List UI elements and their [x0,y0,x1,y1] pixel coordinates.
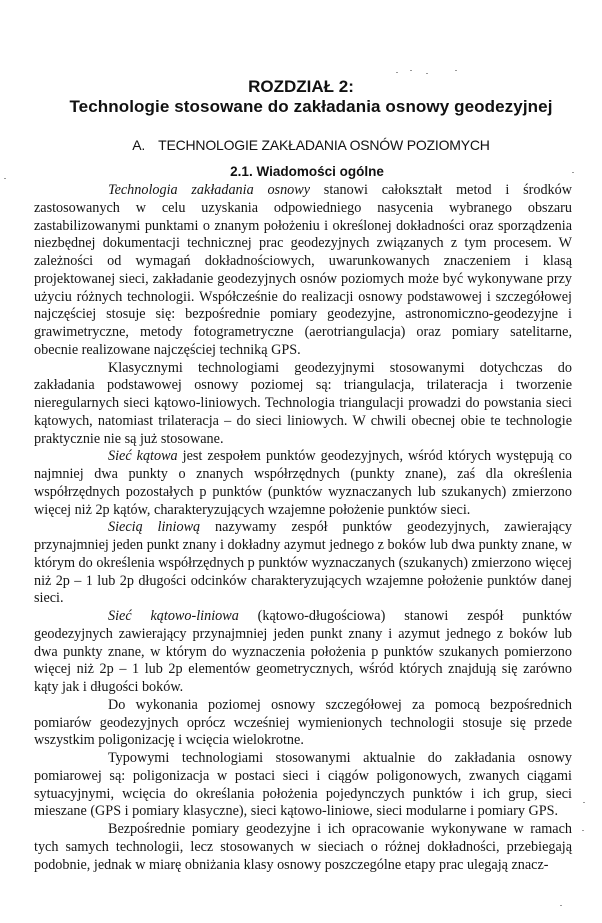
paragraph: Sieć kątowo-liniowa (kątowo-długościowa) stanowi zespół punktów geodezyjnych zawierający przynajmniej jeden punkt znany i azymut jednego z boków lub dwa punkty znane, w którym do wyznaczenia położenia p punktów szukanych pomierzono więcej niż 2p – 1 lub 2p elementów geometrycznych, wśród których znajdują się zarówno kąty jak i długości boków. [34,608,572,695]
scan-speck [572,172,574,173]
section-heading: 2.1. Wiadomości ogólne [230,164,384,179]
paragraph: Technologia zakładania osnowy stanowi całokształt metod i środków zastosowanych w celu uzyskania odpowiedniego nasycenia wybranego obszaru zastabilizowanymi punktami o znanym położeniu i określonej dokładności oraz sporządzenia niezbędnej dokumentacji technicznej prac geodezyjnych związanych z tym procesem. W zależności od wymagań dokładnościowych, uwarunkowanych znaczeniem i klasą projektowanej sieci, zakładanie geodezyjnych osnów poziomych może być wykonywane przy użyciu różnych technologii. Współcześnie do realizacji osnowy podstawowej i szczegółowej najczęściej stosuje się: bezpośrednie pomiary geodezyjne, astronomiczno-geodezyjne i grawimetryczne, metody fotogrametryczne (aerotriangulacja) oraz pomiary satelitarne, obecnie realizowane najczęściej techniką GPS. [34,182,572,358]
scan-speck [396,72,398,73]
italic-term: Sieć kątowa [108,448,178,465]
italic-term: Technologia zakładania osnowy [108,182,311,198]
paragraph: Siecią liniową nazywamy zespół punktów geodezyjnych, zawierający przynajmniej jeden punkt znany i dokładny azymut jednego z boków lub dwa punkty znane, w którym do określenia współrzędnych p punktów wyznaczanych (szukanych) zmierzono więcej niż 2p – 1 lub 2p długości odcinków charakteryzujących wzajemne położenie punktów danej sieci. [34,519,572,607]
scan-speck [582,830,584,831]
scan-speck [410,70,412,71]
part-letter: A. [132,137,146,153]
scan-speck [426,73,428,74]
scan-speck [583,802,585,803]
paragraph: Klasycznymi technologiami geodezyjnymi stosowanymi dotychczas do zakładania podstawowej osnowy poziomej są: triangulacja, trilateracja i tworzenie nieregularnych sieci kątowo-liniowych. Technologia triangulacji prowadzi do powstania sieci kątowych, natomiast trilateracja – do sieci liniowych. W chwili obecnej obie te technologie praktycznie nie są już stosowane. [34,359,572,447]
paragraph: Sieć kątowa jest zespołem punktów geodezyjnych, wśród których występują co najmniej dwa punkty o znanych współrzędnych (punkty znane), zaś dla określenia współrzędnych pozostałych p punktów (punktów wyznaczanych lub szukanych) zmierzono więcej niż 2p kątów, charakteryzujących wzajemne położenie punktów sieci. [34,448,572,518]
paragraph: Do wykonania poziomej osnowy szczegółowej za pomocą bezpośrednich pomiarów geodezyjnych oprócz wcześniej wymienionych technologii stosuje się przede wszystkim poligonizację i wcięcia wielokrotne. [34,696,572,749]
paragraph: Typowymi technologiami stosowanymi aktualnie do zakładania osnowy pomiarowej są: poligonizacja w postaci sieci i ciągów poligonowych, zwanych ciągami sytuacyjnymi, wcięcia do określania położenia pojedynczych punktów i ich grup, sieci mieszane (GPS i pomiary klasyczne), sieci kątowo-liniowe, sieci modularne i pomiary GPS. [34,750,572,820]
italic-term: Sieć kątowo-liniowa [108,608,239,624]
scan-speck [4,178,6,179]
scan-speck [560,905,562,906]
chapter-number: ROZDZIAŁ 2: [248,77,354,96]
scan-speck [455,70,457,71]
paragraph: Bezpośrednie pomiary geodezyjne i ich opracowanie wykonywane w ramach tych samych technologii, lecz stosowanych w sieciach o różnej dokładności, przebiegają podobnie, jednak w miarę obniżania klasy osnowy poszczególne etapy prac ulegają znacz- [34,821,572,873]
chapter-title: Technologie stosowane do zakładania osnowy geodezyjnej [69,97,553,116]
italic-term: Siecią liniową [108,519,201,536]
body-text [34,182,572,874]
part-title: TECHNOLOGIE ZAKŁADANIA OSNÓW POZIOMYCH [158,137,490,153]
part-heading [0,137,602,153]
